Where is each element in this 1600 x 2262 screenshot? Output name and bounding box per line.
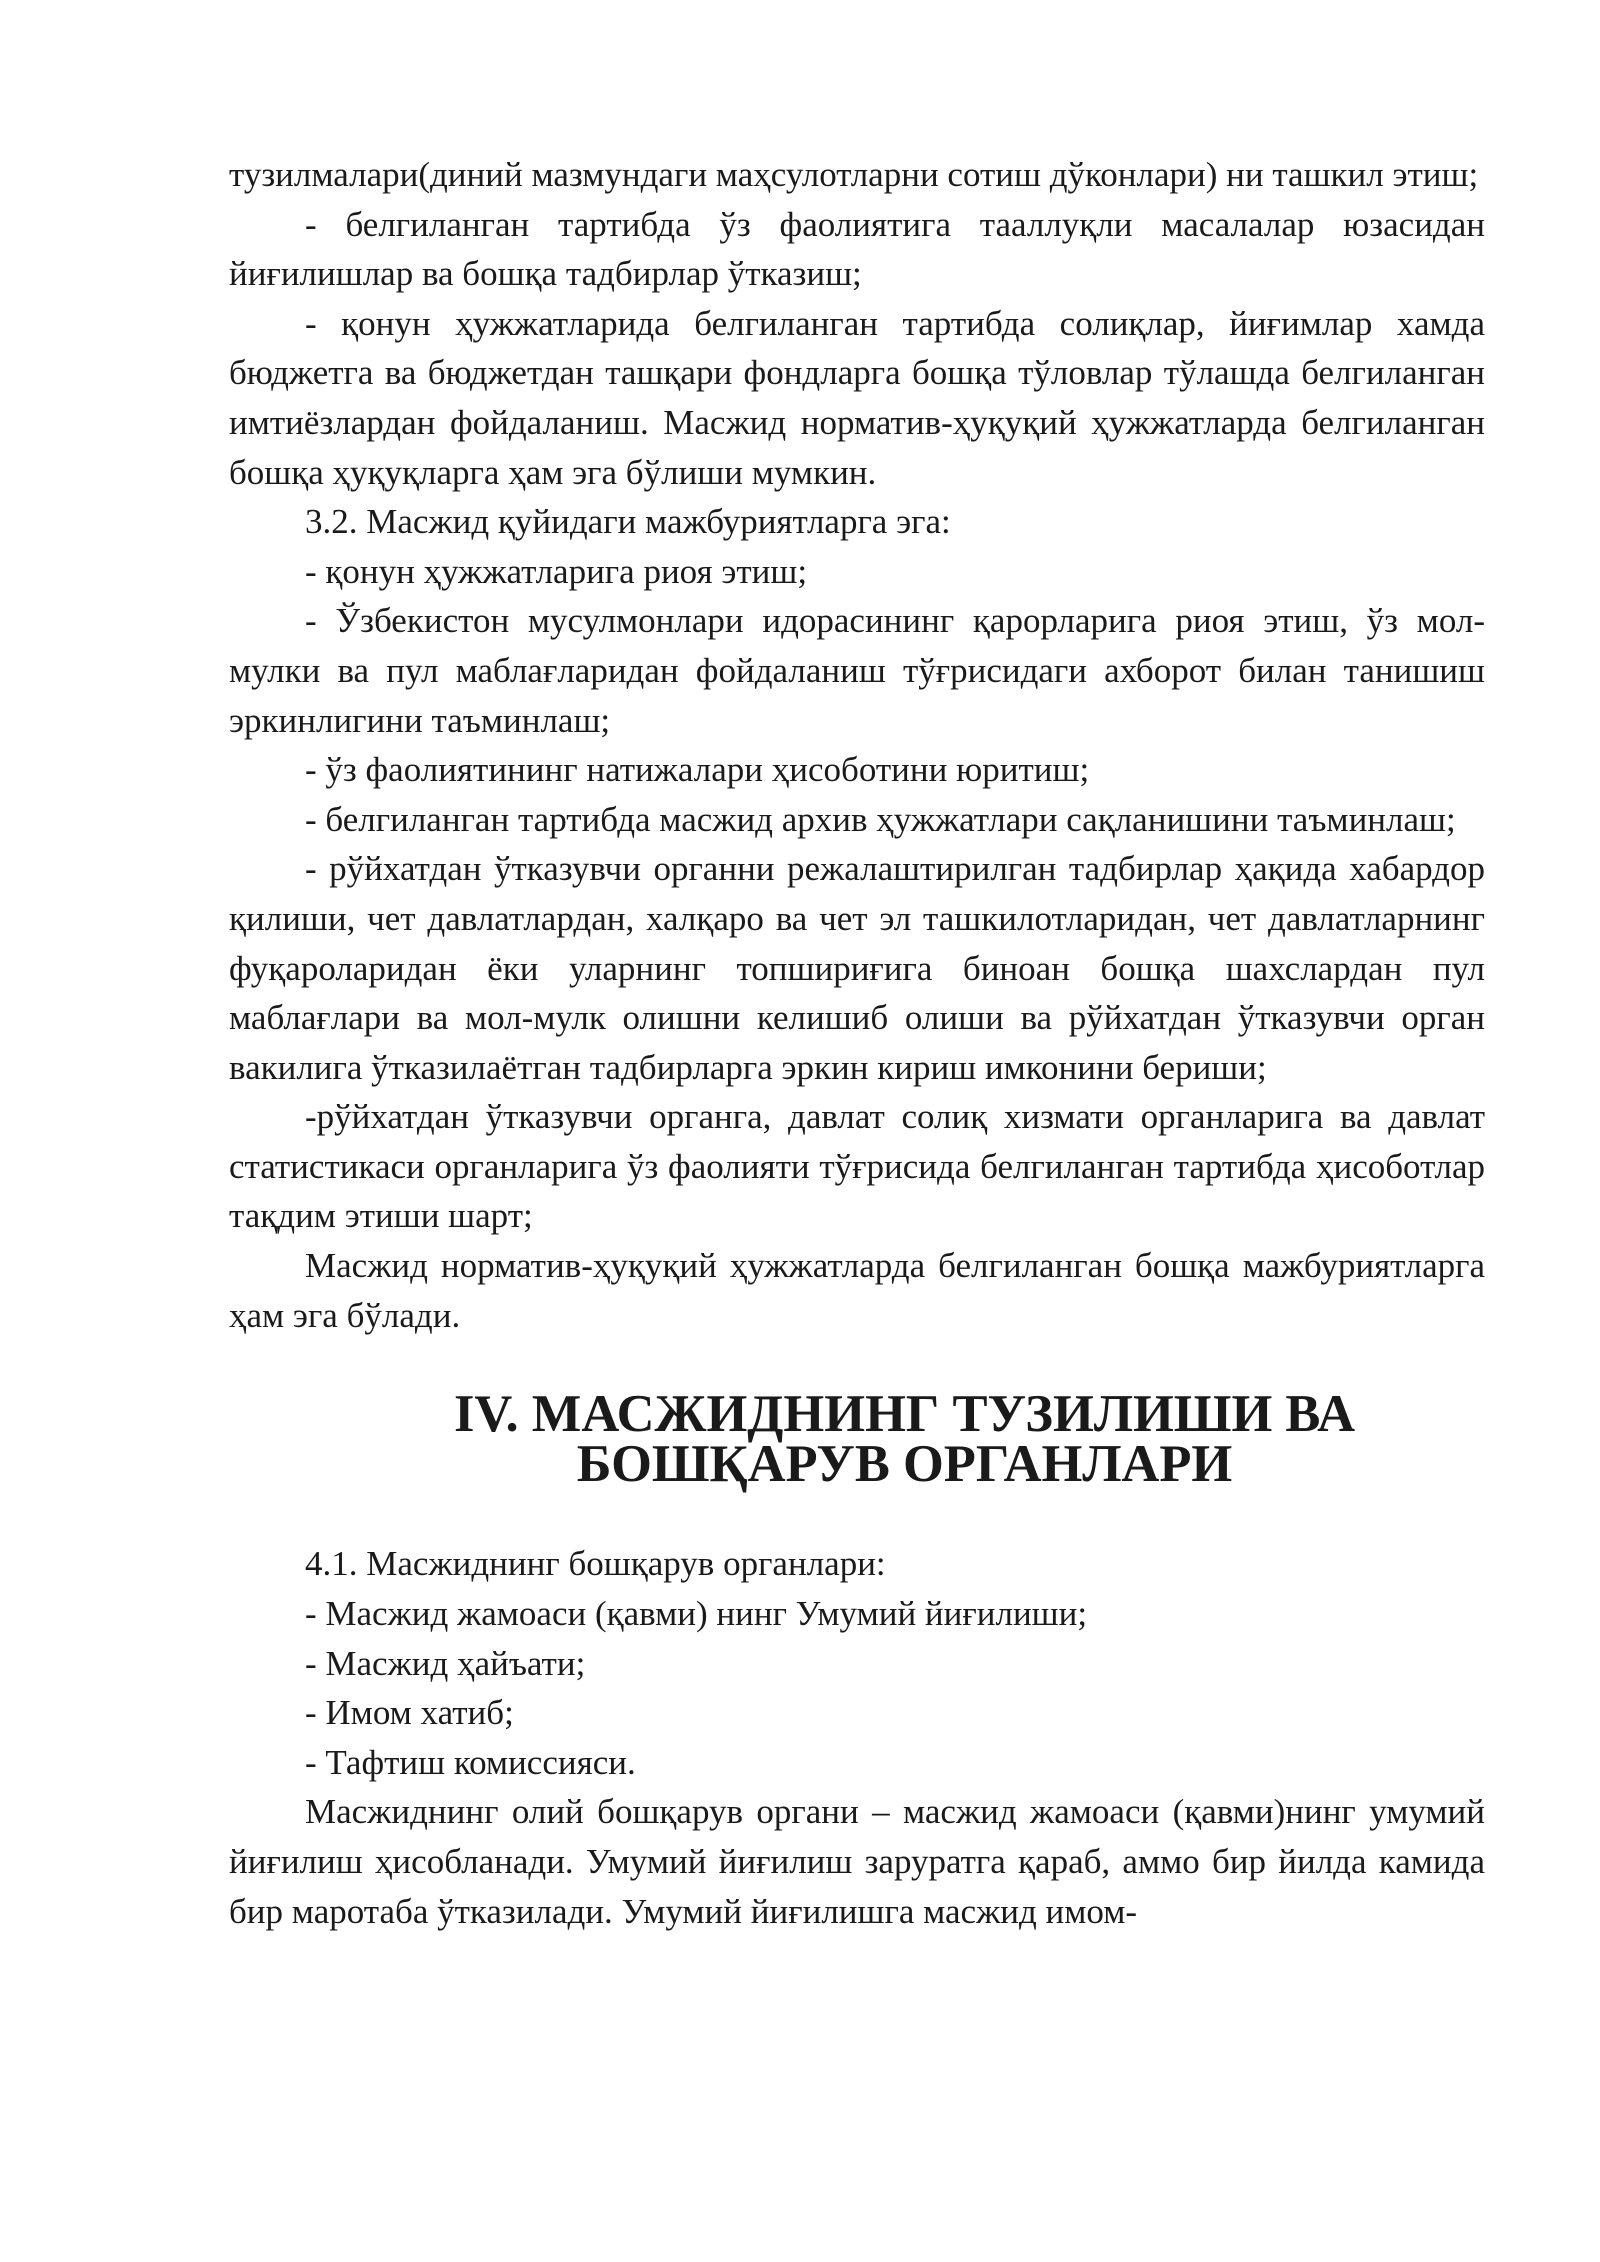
- paragraph-archive: - белгиланган тартибда масжид архив ҳужжатлари сақланишини таъминлаш;: [305, 799, 1456, 839]
- paragraph-reports: - ўз фаолиятининг натижалари ҳисоботини юритиш;: [305, 750, 1090, 790]
- paragraph-supreme-body: Масжиднинг олий бошқарув органи – масжид жамоаси (қавми)нинг умумий йиғилиш ҳисобланади. Умумий йиғилиш заруратга қараб, аммо бир йилда камида бир маротаба ўтказилади. Умумий йиғилишга масжид имом-: [229, 1792, 1485, 1931]
- paragraph-obligations-title: 3.2. Масжид қуйидаги мажбуриятларга эга:: [305, 502, 951, 542]
- list-item-board: - Масжид ҳайъати;: [305, 1643, 586, 1683]
- list-item-imam: - Имом хатиб;: [305, 1693, 514, 1733]
- section-heading: IV. МАСЖИДНИНГ ТУЗИЛИШИ ВА БОШҚАРУВ ОРГАНЛАРИ: [453, 1385, 1356, 1493]
- paragraph-comply-board: - Ўзбекистон мусулмонлари идорасининг қарорларига риоя этиш, ўз мол-мулки ва пул маблағларидан фойдаланиш тўғрисидаги ахборот билан танишиш эркинлигини таъминлаш;: [229, 601, 1485, 740]
- paragraph-comply-laws: - қонун ҳужжатларига риоя этиш;: [305, 551, 808, 591]
- paragraph-tax-statistics: -рўйхатдан ўтказувчи органга, давлат солиқ хизмати органларига ва давлат статистикаси органларига ўз фаолияти тўғрисида белгиланган тартибда ҳисоботлар тақдим этиши шарт;: [229, 1097, 1485, 1236]
- list-item-audit-commission: - Тафтиш комиссияси.: [305, 1742, 636, 1782]
- paragraph-continuation: тузилмалари(диний мазмундаги маҳсулотларни сотиш дўконлари) ни ташкил этиш;: [229, 155, 1479, 194]
- paragraph-registration: - рўйхатдан ўтказувчи органни режалаштирилган тадбирлар ҳақида хабардор қилиши, чет давлатлардан, халқаро ва чет эл ташкилотларидан, чет давлатларнинг фуқароларидан ёки уларнинг топшириғига биноан бошқа шахслардан пул маблағлари ва мол-мулк олишни келишиб олиши ва рўйхатдан ўтказувчи орган вакилига ўтказилаётган тадбирларга эркин кириш имконини бериши;: [229, 849, 1485, 1087]
- paragraph-other-obligations: Масжид норматив-ҳуқуқий ҳужжатларда белгиланган бошқа мажбуриятларга ҳам эга бўлади.: [229, 1246, 1485, 1335]
- paragraph-tax-benefits: - қонун ҳужжатларида белгиланган тартибда солиқлар, йиғимлар хамда бюджетга ва бюджетдан ташқари фондларга бошқа тўловлар тўлашда белгиланган имтиёзлардан фойдаланиш. Масжид норматив-ҳуқуқий ҳужжатларда белгиланган бошқа ҳуқуқларга ҳам эга бўлиши мумкин.: [229, 303, 1485, 492]
- document-page: [229, 150, 1485, 1936]
- list-item-general-meeting: - Масжид жамоаси (қавми) нинг Умумий йиғилиши;: [305, 1594, 1088, 1634]
- paragraph-meetings: - белгиланган тартибда ўз фаолиятига тааллуқли масалалар юзасидан йиғилишлар ва бошқа тадбирлар ўтказиш;: [229, 204, 1485, 294]
- paragraph-governing-bodies: 4.1. Масжиднинг бошқарув органлари:: [305, 1544, 886, 1584]
